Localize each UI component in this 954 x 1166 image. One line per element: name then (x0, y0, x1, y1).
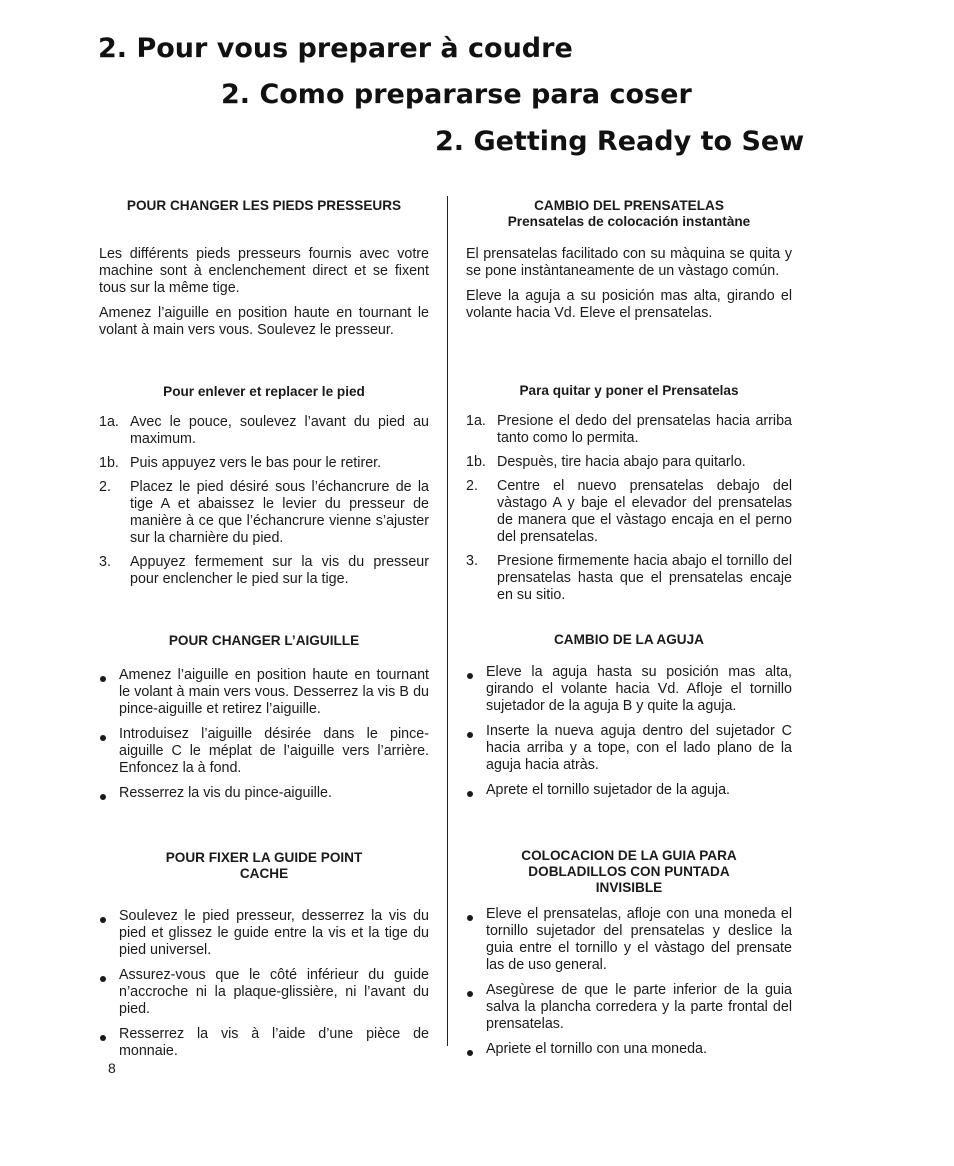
bullet-dot (467, 732, 473, 738)
bullet-dot (467, 1050, 473, 1056)
fr-remove-replace-section (99, 384, 429, 588)
es-needle-item (466, 664, 792, 715)
item-text: Apriete el tornillo con una moneda. (486, 1041, 707, 1057)
es-presser-feet-paragraph: Eleve la aguja a su posición mas alta, girando el volante hacia Vd. Eleve el prensatelas. (466, 288, 792, 321)
es-remove-replace-section (466, 383, 792, 604)
bullet-dot (100, 676, 106, 682)
es-guide-item (466, 982, 792, 1033)
bullet-dot (100, 735, 106, 741)
fr-step (99, 414, 429, 448)
fr-needle-section (99, 633, 429, 802)
step-text: Presione el dedo del prensatelas hacia arriba tanto como lo permita. (497, 413, 792, 446)
step-text: Appuyez fermement sur la vis du presseur pour enclencher le pied sur la tige. (130, 554, 429, 587)
step-number: 1b. (466, 454, 486, 470)
fr-step (99, 455, 429, 472)
fr-presser-feet-section (99, 198, 429, 339)
es-needle-section (466, 632, 792, 799)
es-presser-feet-paragraph: El prensatelas facilitado con su màquina se quita y se pone instàntaneamente de un vàstago común. (466, 246, 792, 279)
bullet-dot (467, 673, 473, 679)
step-number: 1a. (99, 414, 119, 430)
es-step (466, 454, 792, 471)
step-number: 1b. (99, 455, 119, 471)
step-number: 3. (466, 553, 478, 569)
es-needle-item (466, 782, 792, 799)
item-text: Soulevez le pied presseur, desserrez la vis du pied et glissez le guide entre la vis et la tige du pied universel. (119, 908, 429, 958)
item-text: Eleve el prensatelas, afloje con una moneda el tornillo sujetador del prensatelas y deslice la guia entre el tornillo y el vàstago del prensate las de uso general. (486, 906, 792, 973)
es-guide-section (466, 848, 792, 1058)
es-remove-replace-title: Para quitar y poner el Prensatelas (519, 383, 739, 398)
step-text: Centre el nuevo prensatelas debajo del vàstago A y baje el elevador del prensatelas de manera que el vàstago encaja en el perno del prensatelas. (497, 478, 792, 545)
item-text: Resserrez la vis du pince-aiguille. (119, 785, 332, 801)
item-text: Asegùrese de que le parte inferior de la guia salva la plancha corredera y la parte frontal del prensatelas. (486, 982, 792, 1032)
fr-needle-item (99, 726, 429, 777)
fr-needle-title: POUR CHANGER L’AIGUILLE (168, 633, 360, 648)
es-step (466, 413, 792, 447)
step-number: 2. (466, 478, 478, 494)
fr-presser-feet-paragraph: Les différents pieds presseurs fournis avec votre machine sont à enclenchement direct et se fixent tous sur la même tige. (99, 246, 429, 296)
fr-presser-feet-title: POUR CHANGER LES PIEDS PRESSEURS (126, 198, 402, 213)
item-text: Inserte la nueva aguja dentro del sujetador C hacia arriba y a tope, con el lado plano de la aguja hacia atràs. (486, 723, 792, 773)
step-text: Placez le pied désiré sous l’échancrure de la tige A et abaissez le levier du presseur de manière à ce que l’échancrure vienne s’ajuster sur la charnière du pied. (130, 479, 429, 546)
es-guide-item (466, 1041, 792, 1058)
step-text: Despuès, tire hacia abajo para quitarlo. (497, 454, 746, 470)
fr-remove-replace-title: Pour enlever et replacer le pied (163, 384, 365, 399)
title-spanish: 2. Como prepararse para coser (221, 79, 692, 110)
step-text: Puis appuyez vers le bas pour le retirer. (130, 455, 382, 471)
fr-step (99, 554, 429, 588)
es-presser-feet-subtitle: Prensatelas de colocación instantàne (507, 214, 751, 229)
es-guide-item (466, 906, 792, 974)
fr-needle-item (99, 785, 429, 802)
fr-step (99, 479, 429, 547)
es-needle-title: CAMBIO DE LA AGUJA (553, 632, 705, 647)
es-needle-item (466, 723, 792, 774)
item-text: Eleve la aguja hasta su posición mas alta, girando el volante hacia Vd. Afloje el tornillo sujetador de la aguja B y quite la aguja. (486, 664, 792, 714)
bullet-dot (467, 991, 473, 997)
step-number: 1a. (466, 413, 486, 429)
item-text: Amenez l’aiguille en position haute en tournant le volant à main vers vous. Desserrez la vis B du pince-aiguille et retirez l’aiguille. (119, 667, 429, 717)
fr-guide-item (99, 967, 429, 1018)
step-text: Presione firmemente hacia abajo el tornillo del prensatelas hasta que el prensatelas encaje en su sitio. (497, 553, 792, 603)
item-text: Resserrez la vis à l’aide d’une pièce de monnaie. (119, 1026, 429, 1059)
fr-guide-item (99, 908, 429, 959)
es-guide-title: COLOCACION DE LA GUIA PARA DOBLADILLOS CON PUNTADA INVISIBLE (521, 848, 737, 895)
page-number: 8 (108, 1060, 116, 1076)
bullet-dot (100, 1035, 106, 1041)
item-text: Introduisez l’aiguille désirée dans le pince-aiguille C le méplat de l’aiguille vers l’arrière. Enfoncez la à fond. (119, 726, 429, 776)
title-french: 2. Pour vous preparer à coudre (98, 33, 573, 64)
fr-needle-item (99, 667, 429, 718)
bullet-dot (100, 976, 106, 982)
fr-presser-feet-paragraph: Amenez l’aiguille en position haute en tournant le volant à main vers vous. Soulevez le presseur. (99, 305, 429, 338)
fr-guide-section (99, 850, 429, 1060)
item-text: Assurez-vous que le côté inférieur du guide n’accroche ni la plaque-glissière, ni l’avant du pied. (119, 967, 429, 1017)
step-number: 3. (99, 554, 111, 570)
es-presser-feet-section (466, 198, 792, 322)
fr-guide-item (99, 1026, 429, 1060)
column-divider (447, 196, 448, 1046)
es-presser-feet-title: CAMBIO DEL PRENSATELAS (534, 198, 724, 213)
bullet-dot (100, 917, 106, 923)
item-text: Aprete el tornillo sujetador de la aguja. (486, 782, 730, 798)
fr-guide-title: POUR FIXER LA GUIDE POINT CACHE (165, 850, 363, 881)
es-step (466, 478, 792, 546)
bullet-dot (467, 915, 473, 921)
title-english: 2. Getting Ready to Sew (435, 126, 805, 157)
bullet-dot (100, 794, 106, 800)
es-step (466, 553, 792, 604)
step-text: Avec le pouce, soulevez l’avant du pied au maximum. (130, 414, 429, 447)
step-number: 2. (99, 479, 111, 495)
bullet-dot (467, 791, 473, 797)
